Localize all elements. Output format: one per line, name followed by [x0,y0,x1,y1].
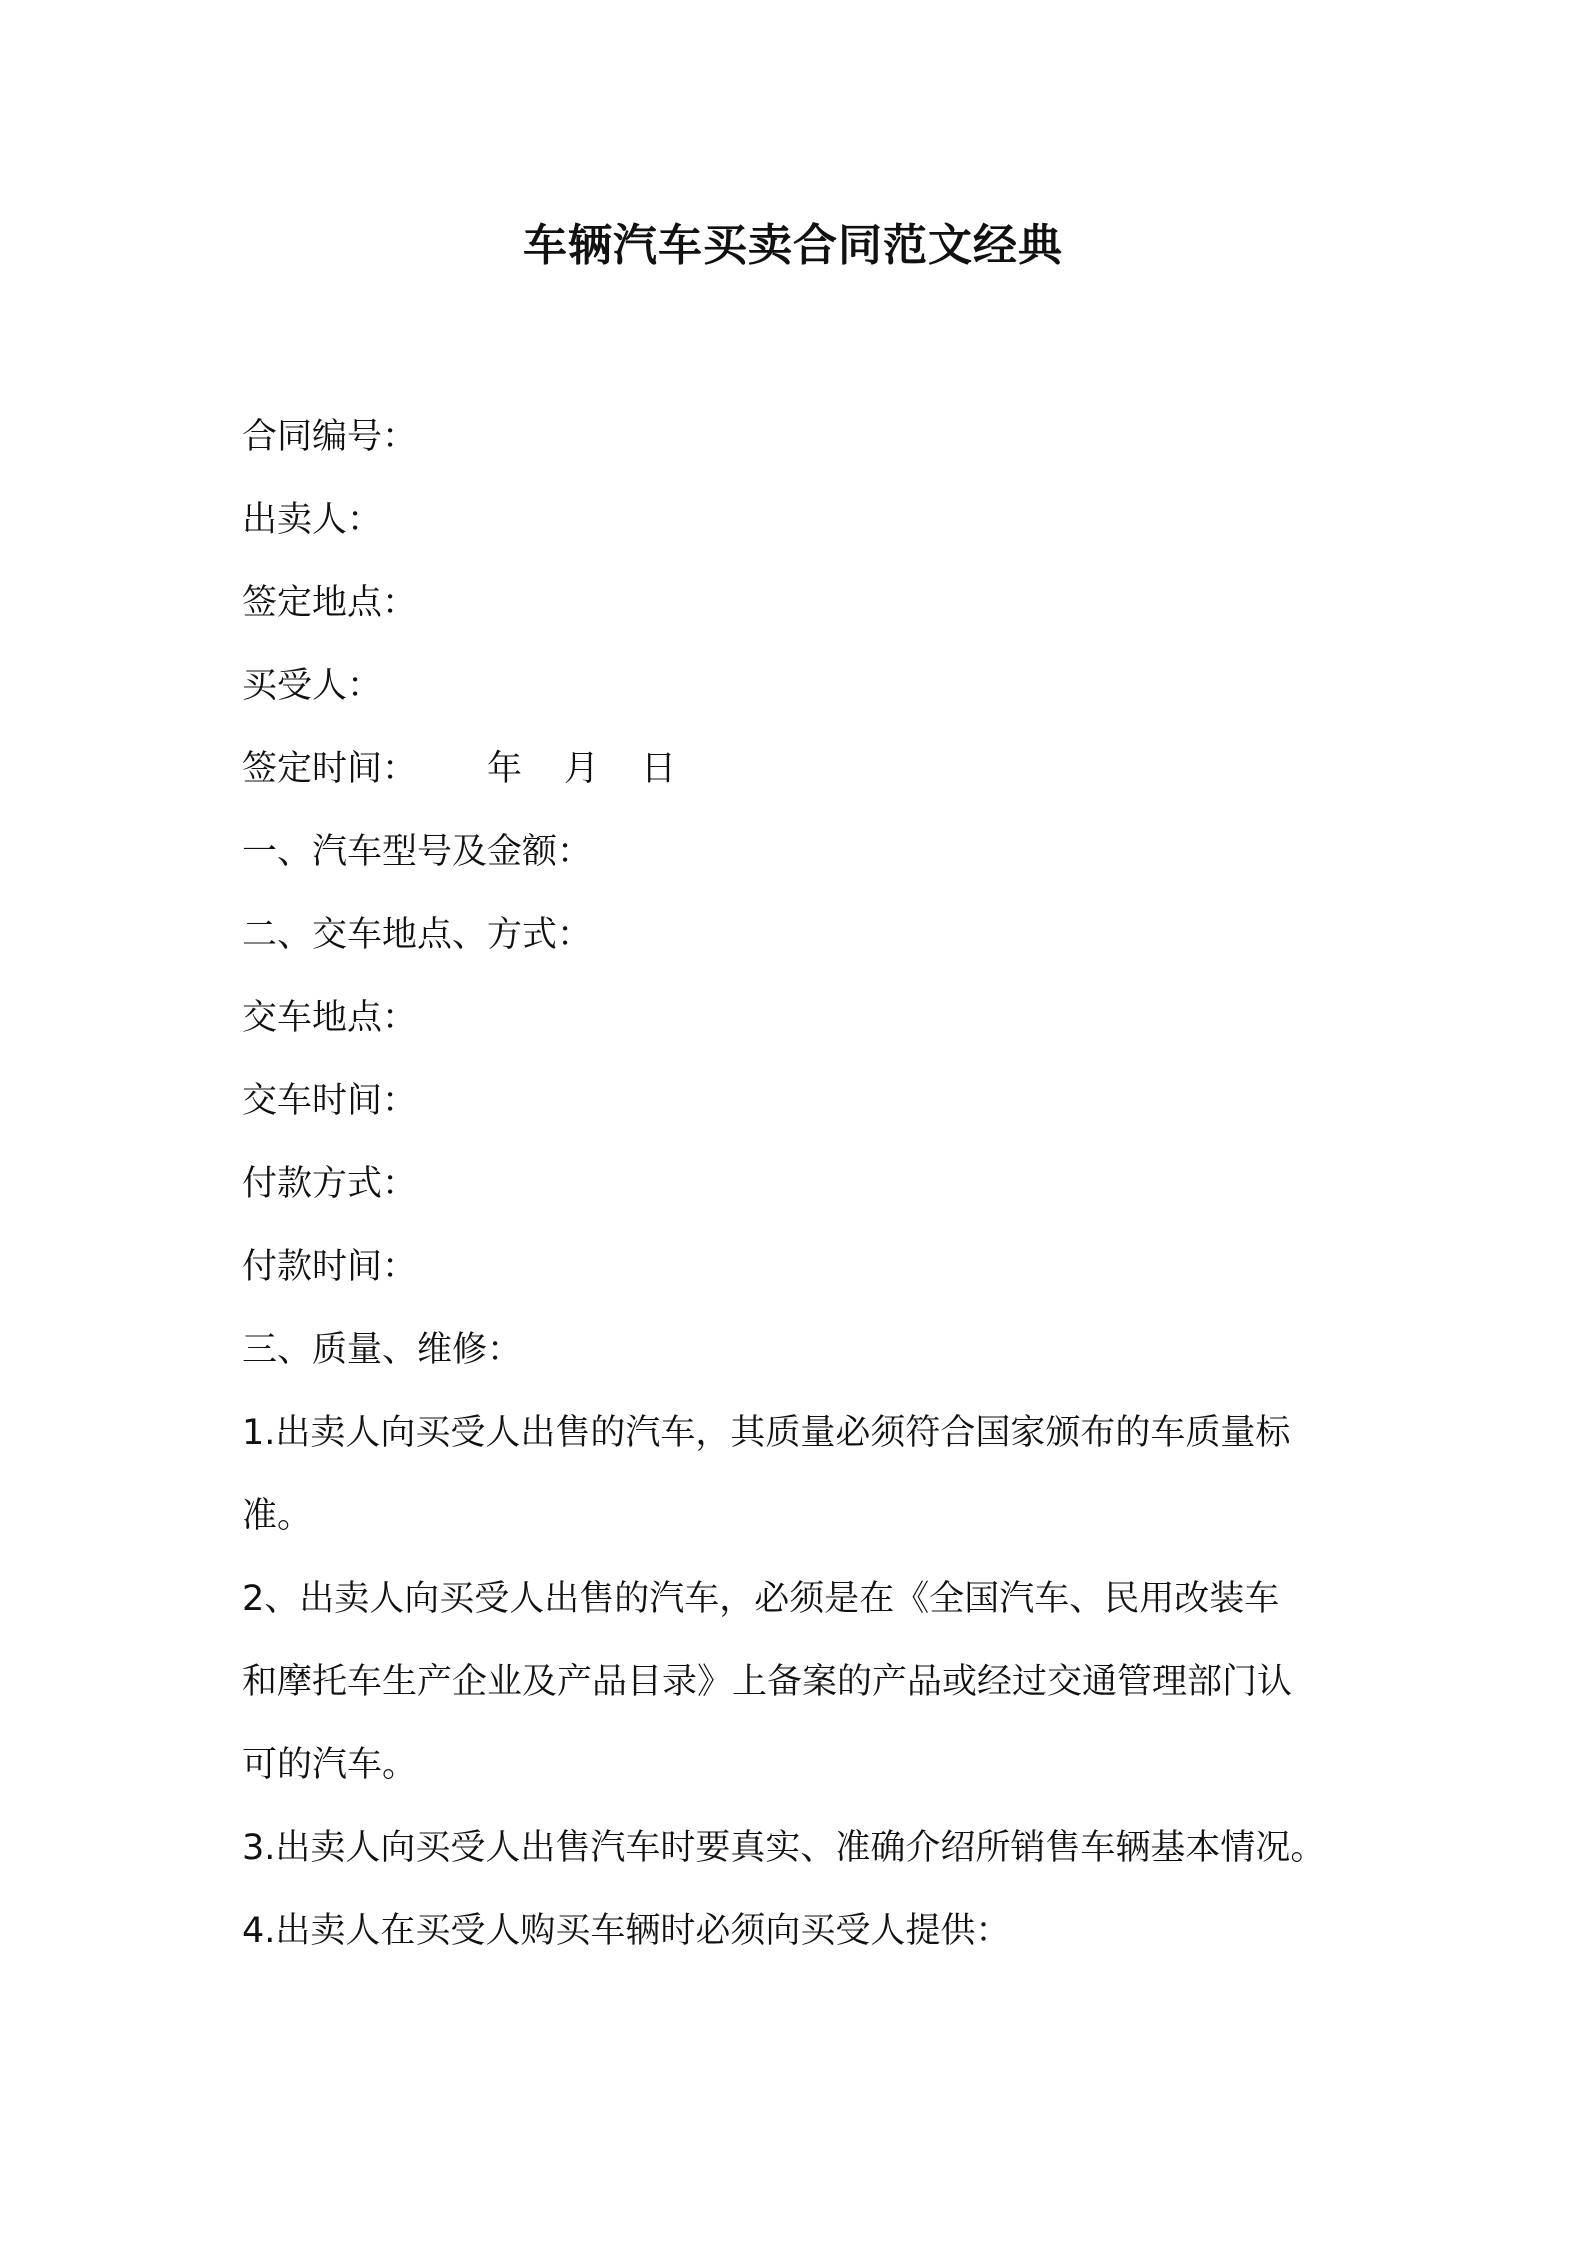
clause-2-line-2: 和摩托车生产企业及产品目录》上备案的产品或经过交通管理部门认 [242,1662,1293,1702]
delivery-place-field: 交车地点： [242,998,418,1038]
clause-3: 3.出卖人向买受人出售汽车时要真实、准确介绍所销售车辆基本情况。 [242,1828,1326,1868]
section-1-heading: 一、汽车型号及金额： [242,832,593,872]
document-body [242,396,1362,1973]
clause-1-line-2: 准。 [242,1496,313,1536]
clause-1-line-1: 1.出卖人向买受人出售的汽车，其质量必须符合国家颁布的车质量标 [242,1413,1291,1453]
clause-2-line-3: 可的汽车。 [242,1745,418,1785]
day-label: 日 [641,749,677,789]
month-label: 月 [564,749,600,789]
sign-time-field [242,728,1362,811]
section-3-heading: 三、质量、维修： [242,1330,523,1370]
clause-4: 4.出卖人在买受人购买车辆时必须向买受人提供： [242,1911,1011,1951]
payment-time-field: 付款时间： [242,1247,418,1287]
clause-2-line-1: 2、出卖人向买受人出售的汽车，必须是在《全国汽车、民用改装车 [242,1579,1280,1619]
document-title: 车辆汽车买卖合同范文经典 [523,220,1063,271]
year-label: 年 [487,749,523,789]
sign-place-field: 签定地点： [242,583,418,623]
buyer-field: 买受人： [242,666,383,706]
contract-number-field: 合同编号： [242,417,418,457]
section-2-heading: 二、交车地点、方式： [242,915,593,955]
delivery-time-field: 交车时间： [242,1081,418,1121]
payment-method-field: 付款方式： [242,1164,418,1204]
sign-time-label: 签定时间： [242,749,418,789]
seller-field: 出卖人： [242,500,383,540]
